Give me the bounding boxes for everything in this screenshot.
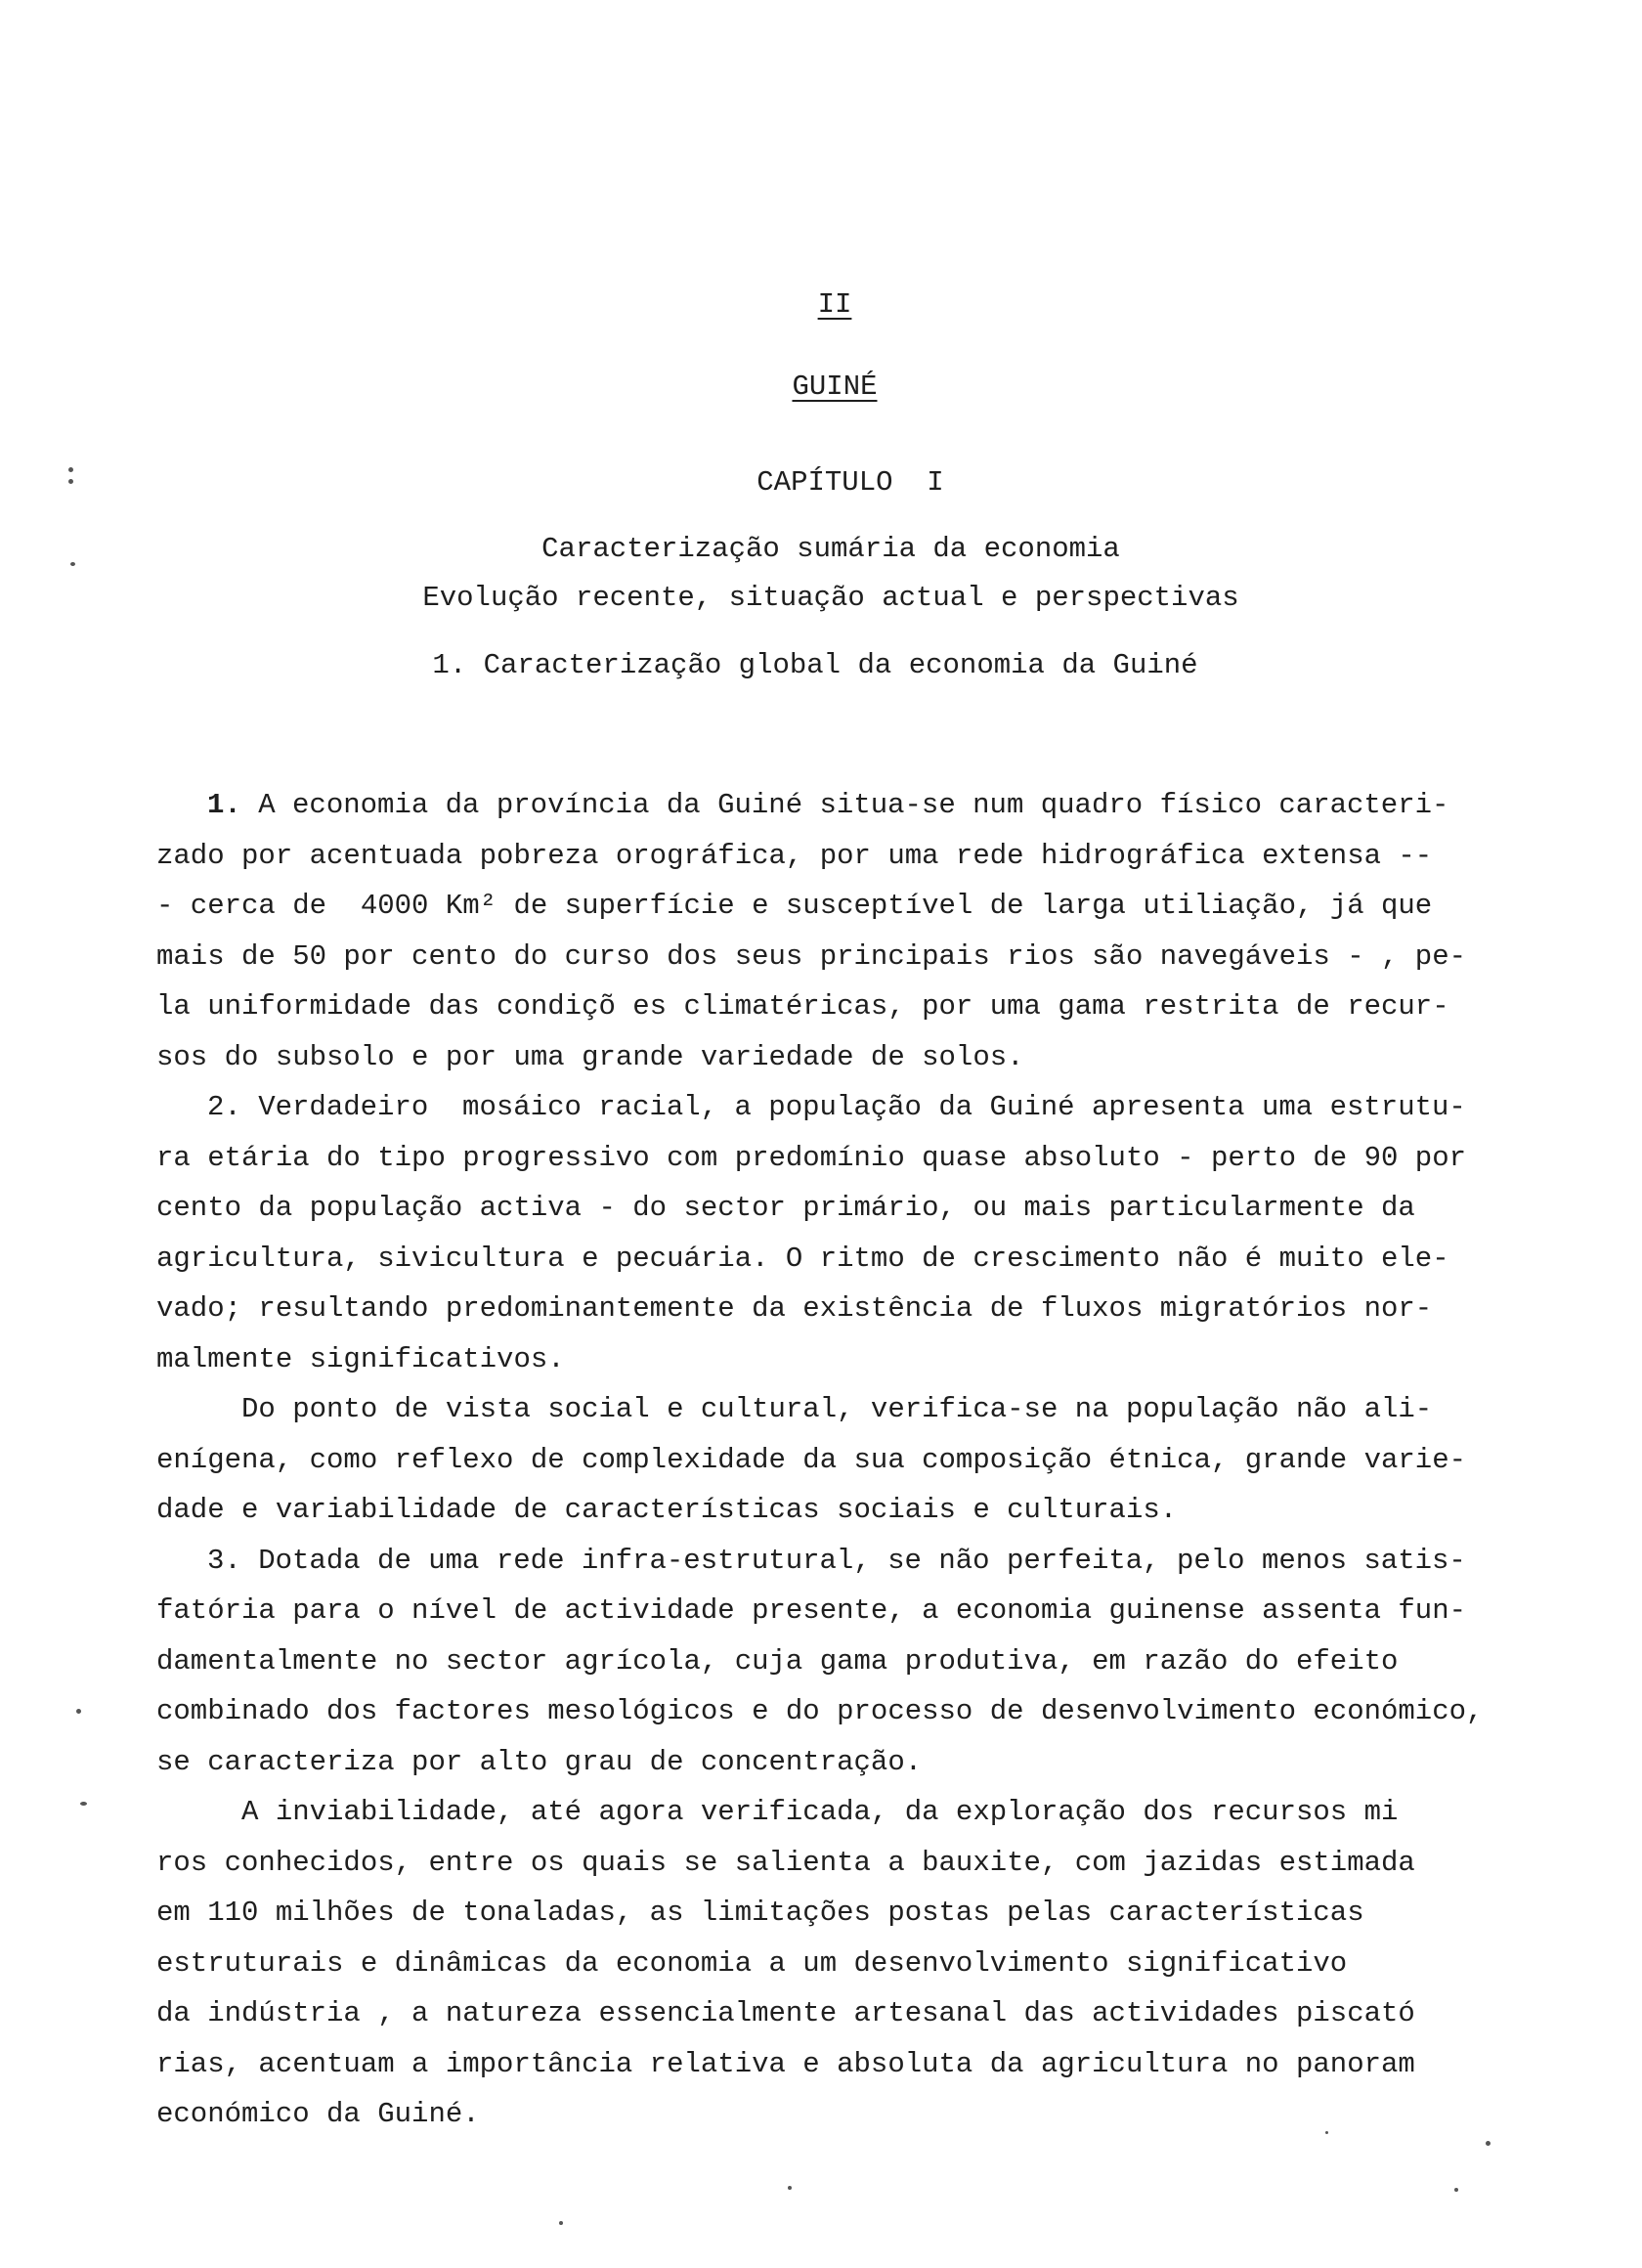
scan-speck <box>76 1709 81 1714</box>
text-line: zado por acentuada pobreza orográfica, por uma rede hidrográfica extensa -- <box>156 839 1433 872</box>
chapter-heading: CAPÍTULO I <box>756 466 944 499</box>
scan-speck <box>1454 2188 1458 2192</box>
text-line: da indústria , a natureza essencialmente artesanal das actividades piscató <box>156 1997 1415 2029</box>
paragraph-3 <box>156 1536 1544 1788</box>
text-line: dade e variabilidade de características sociais e culturais. <box>156 1494 1178 1526</box>
text-line: - cerca de 4000 Km² de superfície e susceptível de larga utiliação, já que <box>156 890 1433 922</box>
text-line: 1. A economia da província da Guiné situa-se num quadro físico caracteri- <box>207 789 1449 821</box>
text-line: enígena, como reflexo de complexidade da sua composição étnica, grande varie- <box>156 1443 1467 1476</box>
scan-speck <box>70 562 75 566</box>
text-line: 3. Dotada de uma rede infra-estrutural, se não perfeita, pelo menos satis- <box>207 1544 1466 1577</box>
text-line: económico da Guiné. <box>156 2098 480 2130</box>
part-title: GUINÉ <box>792 371 878 403</box>
chapter-subtitle-2: Evolução recente, situação actual e perspectivas <box>422 582 1239 614</box>
text-line: agricultura, sivicultura e pecuária. O ritmo de crescimento não é muito ele- <box>156 1242 1449 1275</box>
text-line: estruturais e dinâmicas da economia a um desenvolvimento significativo <box>156 1946 1348 1980</box>
text-line: mais de 50 por cento do curso dos seus principais rios são navegáveis - , pe- <box>156 939 1467 973</box>
text-line: se caracteriza por alto grau de concentração. <box>156 1745 923 1778</box>
text-line: em 110 milhões de tonaladas, as limitações postas pelas características <box>156 1897 1364 1929</box>
text-line: sos do subsolo e por uma grande variedade de solos. <box>156 1040 1024 1073</box>
paragraph-1 <box>156 780 1544 1082</box>
text-line: fatória para o nível de actividade presente, a economia guinense assenta fun- <box>156 1594 1467 1627</box>
text-line: ros conhecidos, entre os quais se salienta a bauxite, com jazidas estimada <box>156 1846 1415 1879</box>
scan-speck <box>80 1802 87 1806</box>
scan-speck <box>1325 2131 1328 2134</box>
text-line: malmente significativos. <box>156 1342 565 1375</box>
text-line: rias, acentuam a importância relativa e absoluta da agricultura no panoram <box>156 2047 1415 2080</box>
section-heading: 1. Caracterização global da economia da Guiné <box>432 649 1198 681</box>
paragraph-3-continued <box>156 1787 1544 2140</box>
text-line: Do ponto de vista social e cultural, verifica-se na população não ali- <box>156 1393 1433 1425</box>
paragraph-2-continued <box>156 1384 1544 1536</box>
scan-speck <box>559 2221 563 2225</box>
text-line: vado; resultando predominantemente da existência de fluxos migratórios nor- <box>156 1292 1433 1325</box>
part-number: II <box>817 288 852 321</box>
text-line: 2. Verdadeiro mosáico racial, a população da Guiné apresenta uma estrutu- <box>207 1091 1466 1123</box>
paragraph-number: 1. <box>207 789 241 821</box>
text-line: cento da população activa - do sector primário, ou mais particularmente da <box>156 1192 1415 1224</box>
paragraph-number: 2. <box>207 1091 241 1123</box>
paragraph-2 <box>156 1082 1544 1384</box>
text-line: A inviabilidade, até agora verificada, da exploração dos recursos mi <box>156 1796 1399 1828</box>
text-line: ra etária do tipo progressivo com predomínio quase absoluto - perto de 90 por <box>156 1141 1467 1174</box>
paragraph-number: 3. <box>207 1544 241 1577</box>
text-line: la uniformidade das condiçõ es climatéricas, por uma gama restrita de recur- <box>156 990 1449 1023</box>
body-text <box>156 780 1544 2140</box>
scan-speck <box>1486 2141 1491 2146</box>
text-line: damentalmente no sector agrícola, cuja gama produtiva, em razão do efeito <box>156 1644 1399 1678</box>
chapter-subtitle-1: Caracterização sumária da economia <box>541 533 1120 565</box>
scan-speck <box>68 479 73 484</box>
scan-speck <box>68 467 73 472</box>
text-line: combinado dos factores mesológicos e do processo de desenvolvimento económico, <box>156 1695 1484 1727</box>
scan-speck <box>788 2186 792 2190</box>
